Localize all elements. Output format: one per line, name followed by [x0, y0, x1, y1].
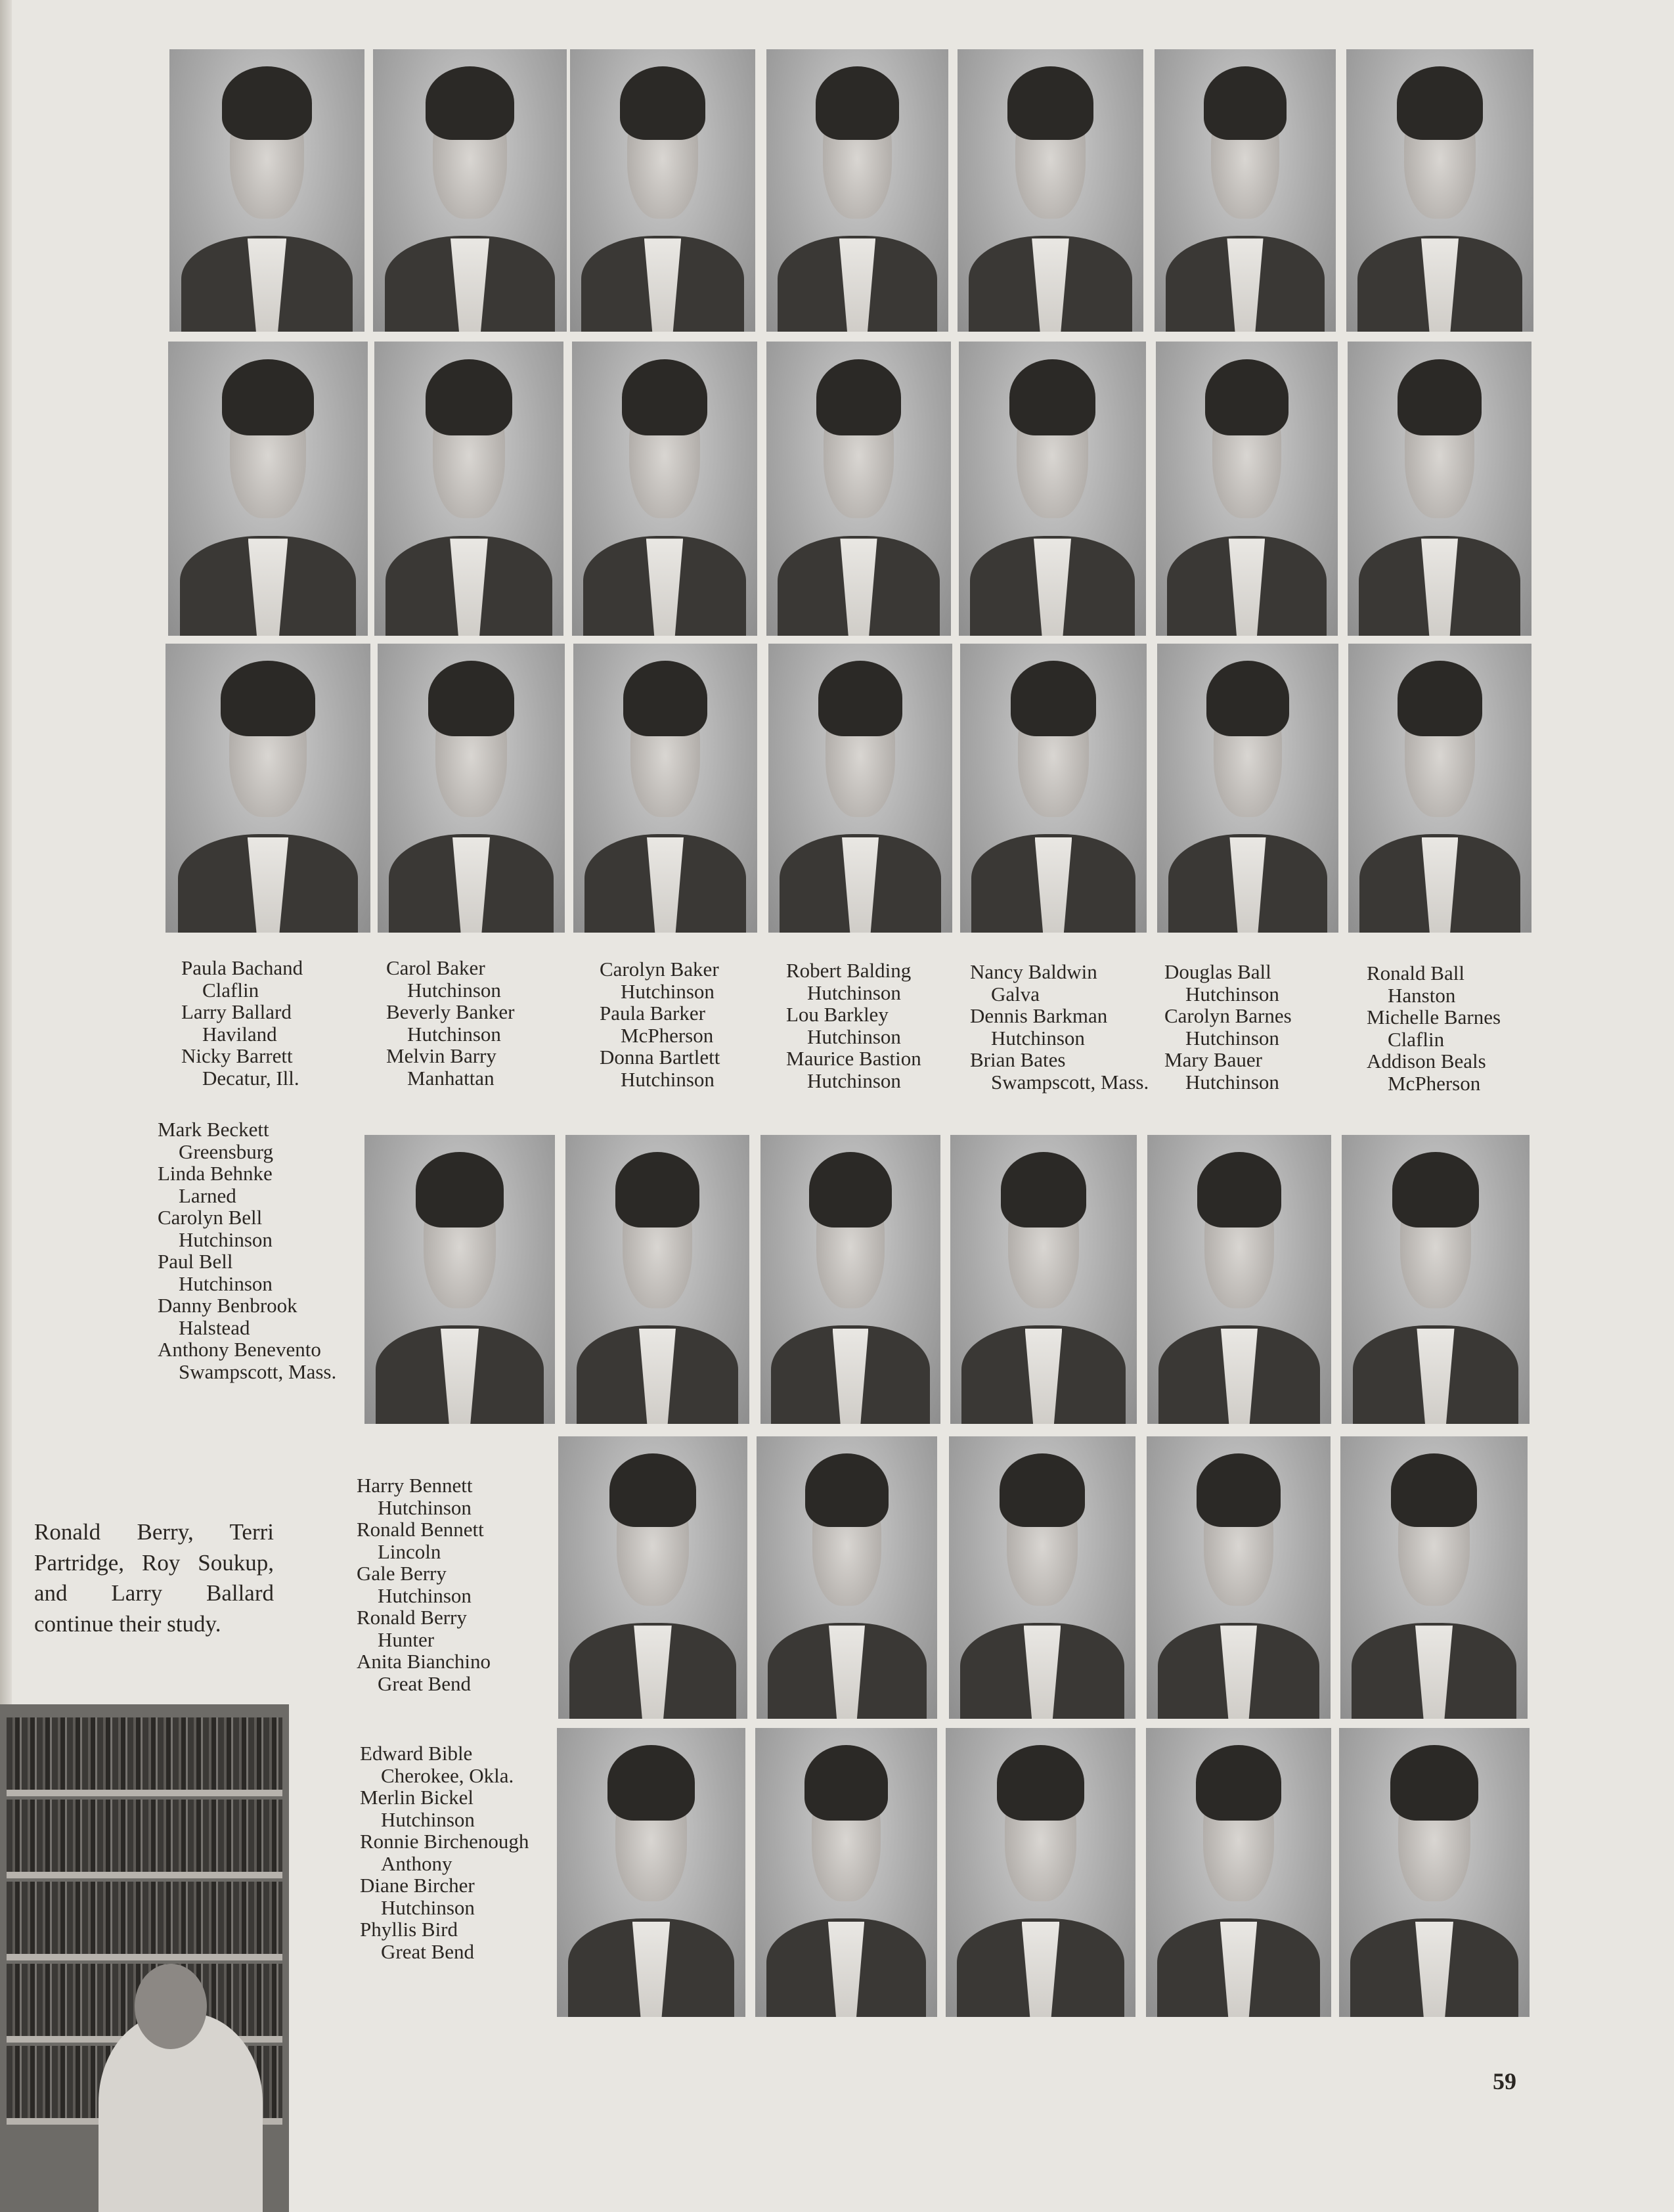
student-portrait	[168, 342, 368, 636]
student-portrait	[1339, 1728, 1530, 2017]
student-portrait	[1348, 644, 1531, 933]
library-photo-caption: Ronald Berry, Terri Partridge, Roy Soukup, and Larry Ballard continue their study.	[34, 1519, 274, 1637]
portrait-hair	[1001, 1152, 1087, 1227]
student-portrait	[558, 1436, 747, 1719]
student-hometown: Great Bend	[381, 1939, 475, 1963]
student-portrait	[766, 342, 951, 636]
student-name: Carol Baker	[386, 956, 485, 979]
student-name: Harry Bennett	[357, 1474, 473, 1497]
portrait-hair	[1390, 1745, 1478, 1820]
student-hometown: Hutchinson	[991, 1026, 1085, 1050]
student-name: Maurice Bastion	[786, 1047, 921, 1070]
student-portrait	[757, 1436, 937, 1719]
student-hometown: Claflin	[202, 978, 259, 1002]
caption-block-9	[357, 1474, 491, 1694]
student-name: Douglas Ball	[1164, 960, 1271, 983]
student-name: Michelle Barnes	[1367, 1006, 1501, 1029]
student-name: Brian Bates	[970, 1048, 1066, 1071]
student-hometown: Greensburg	[179, 1139, 274, 1163]
student-name: Carolyn Bell	[158, 1206, 263, 1229]
student-name: Lou Barkley	[786, 1003, 889, 1026]
portrait-hair	[222, 359, 314, 435]
student-hometown: Lincoln	[378, 1539, 441, 1563]
student-hometown: Hutchinson	[621, 979, 715, 1003]
student-hometown: Hutchinson	[1185, 1026, 1279, 1050]
student-hometown: Hutchinson	[807, 1069, 901, 1092]
student-hometown: Cherokee, Okla.	[381, 1763, 514, 1787]
student-hometown: Hanston	[1388, 983, 1456, 1007]
student-portrait	[374, 342, 563, 636]
student-hometown: Hutchinson	[179, 1272, 273, 1295]
library-photo	[0, 1704, 289, 2212]
page-number: 59	[1493, 2068, 1516, 2094]
student-portrait	[755, 1728, 937, 2017]
student-hometown: Galva	[991, 982, 1040, 1006]
portrait-hair	[426, 359, 512, 435]
caption-block-10	[360, 1742, 529, 1962]
student-portrait	[1147, 1436, 1331, 1719]
caption-block-3	[600, 958, 720, 1090]
student-portrait	[378, 644, 565, 933]
portrait-hair	[1196, 1745, 1281, 1820]
caption-block-6	[1164, 961, 1292, 1093]
portrait-hair	[1197, 1152, 1282, 1227]
portrait-hair	[997, 1745, 1084, 1820]
portrait-hair	[1397, 66, 1483, 140]
student-hometown: Hutchinson	[407, 1022, 501, 1046]
student-name: Anthony Benevento	[158, 1338, 321, 1361]
portrait-hair	[607, 1745, 694, 1820]
student-name: Melvin Barry	[386, 1044, 496, 1067]
portrait-hair	[804, 1745, 888, 1820]
portrait-hair	[615, 1152, 700, 1227]
student-portrait	[169, 49, 364, 332]
student-hometown: Hunter	[378, 1627, 435, 1651]
portrait-hair	[816, 359, 901, 435]
student-name: Ronald Berry	[357, 1606, 467, 1629]
student-portrait	[768, 644, 952, 933]
student-hometown: Hutchinson	[378, 1495, 472, 1519]
student-portrait	[1157, 644, 1338, 933]
student-reader-head	[135, 1964, 207, 2049]
portrait-hair	[1007, 66, 1093, 140]
portrait-hair	[816, 66, 899, 140]
portrait-hair	[416, 1152, 503, 1227]
portrait-hair	[426, 66, 515, 140]
portrait-hair	[623, 661, 708, 736]
student-hometown: Swampscott, Mass.	[179, 1360, 337, 1383]
portrait-hair	[221, 661, 315, 736]
student-hometown: Decatur, Ill.	[202, 1066, 299, 1090]
portrait-hair	[805, 1453, 889, 1527]
portrait-hair	[1197, 1453, 1281, 1527]
student-name: Mark Beckett	[158, 1118, 269, 1141]
student-name: Ronnie Birchenough	[360, 1830, 529, 1853]
student-portrait	[950, 1135, 1137, 1424]
student-hometown: Hutchinson	[381, 1895, 475, 1919]
student-hometown: Hutchinson	[1185, 982, 1279, 1006]
student-name: Nicky Barrett	[181, 1044, 293, 1067]
student-name: Diane Bircher	[360, 1874, 475, 1897]
portrait-hair	[622, 359, 707, 435]
student-name: Beverly Banker	[386, 1000, 515, 1023]
portrait-hair	[809, 1152, 892, 1227]
caption-block-2	[386, 957, 514, 1089]
student-name: Merlin Bickel	[360, 1786, 474, 1809]
student-portrait	[565, 1135, 749, 1424]
student-name: Anita Bianchino	[357, 1650, 491, 1673]
student-name: Carolyn Barnes	[1164, 1004, 1292, 1027]
student-portrait	[572, 342, 757, 636]
portrait-hair	[1392, 1152, 1479, 1227]
student-hometown: Larned	[179, 1183, 236, 1207]
student-name: Mary Bauer	[1164, 1048, 1262, 1071]
student-hometown: Swampscott, Mass.	[991, 1070, 1149, 1094]
student-name: Phyllis Bird	[360, 1918, 458, 1941]
portrait-hair	[1398, 661, 1482, 736]
student-portrait	[958, 49, 1143, 332]
caption-block-1	[181, 957, 303, 1089]
caption-block-7	[1367, 962, 1501, 1094]
student-portrait	[373, 49, 567, 332]
student-hometown: Haviland	[202, 1022, 277, 1046]
student-portrait	[1156, 342, 1338, 636]
student-name: Donna Bartlett	[600, 1046, 720, 1069]
student-hometown: Hutchinson	[381, 1807, 475, 1831]
student-hometown: Hutchinson	[407, 978, 501, 1002]
student-name: Danny Benbrook	[158, 1294, 297, 1317]
student-name: Addison Beals	[1367, 1050, 1486, 1073]
portrait-hair	[1391, 1453, 1477, 1527]
portrait-hair	[1206, 661, 1290, 736]
student-name: Paula Barker	[600, 1002, 705, 1025]
student-name: Linda Behnke	[158, 1162, 273, 1185]
student-hometown: Claflin	[1388, 1027, 1445, 1051]
student-portrait	[1348, 342, 1531, 636]
student-hometown: Hutchinson	[378, 1583, 472, 1607]
caption-block-4	[786, 960, 921, 1092]
student-portrait	[570, 49, 755, 332]
portrait-hair	[1398, 359, 1482, 435]
student-name: Carolyn Baker	[600, 958, 719, 981]
student-portrait	[165, 644, 370, 933]
student-hometown: Hutchinson	[179, 1228, 273, 1251]
student-hometown: Hutchinson	[807, 1025, 901, 1048]
student-hometown: Great Bend	[378, 1671, 472, 1695]
student-hometown: McPherson	[621, 1023, 714, 1047]
student-name: Gale Berry	[357, 1562, 447, 1585]
student-name: Nancy Baldwin	[970, 960, 1097, 983]
portrait-hair	[620, 66, 705, 140]
student-name: Robert Balding	[786, 959, 912, 982]
student-hometown: Hutchinson	[1185, 1070, 1279, 1094]
student-portrait	[1155, 49, 1336, 332]
student-portrait	[766, 49, 948, 332]
portrait-hair	[1204, 66, 1287, 140]
student-hometown: Anthony	[381, 1851, 452, 1875]
portrait-hair	[428, 661, 514, 736]
student-portrait	[949, 1436, 1135, 1719]
student-name: Dennis Barkman	[970, 1004, 1108, 1027]
student-name: Larry Ballard	[181, 1000, 292, 1023]
portrait-hair	[1205, 359, 1289, 435]
portrait-hair	[1009, 359, 1095, 435]
student-portrait	[364, 1135, 555, 1424]
student-portrait	[1147, 1135, 1331, 1424]
student-hometown: Manhattan	[407, 1066, 495, 1090]
portrait-hair	[222, 66, 312, 140]
student-name: Paula Bachand	[181, 956, 303, 979]
student-portrait	[1340, 1436, 1528, 1719]
student-hometown: McPherson	[1388, 1071, 1481, 1095]
student-hometown: Hutchinson	[807, 981, 901, 1004]
student-portrait	[946, 1728, 1135, 2017]
portrait-hair	[818, 661, 903, 736]
student-hometown: Halstead	[179, 1316, 250, 1339]
student-portrait	[573, 644, 757, 933]
student-portrait	[557, 1728, 745, 2017]
student-portrait	[960, 644, 1147, 933]
student-name: Paul Bell	[158, 1250, 233, 1273]
student-name: Ronald Bennett	[357, 1518, 484, 1541]
portrait-hair	[609, 1453, 696, 1527]
student-portrait	[1146, 1728, 1331, 2017]
student-name: Ronald Ball	[1367, 962, 1465, 984]
portrait-hair	[1011, 661, 1097, 736]
student-portrait	[1342, 1135, 1530, 1424]
student-name: Edward Bible	[360, 1742, 473, 1765]
student-portrait	[959, 342, 1146, 636]
caption-block-8	[158, 1118, 336, 1382]
student-hometown: Hutchinson	[621, 1067, 715, 1091]
student-portrait	[760, 1135, 940, 1424]
portrait-hair	[1000, 1453, 1086, 1527]
caption-block-5	[970, 961, 1149, 1093]
student-portrait	[1346, 49, 1533, 332]
